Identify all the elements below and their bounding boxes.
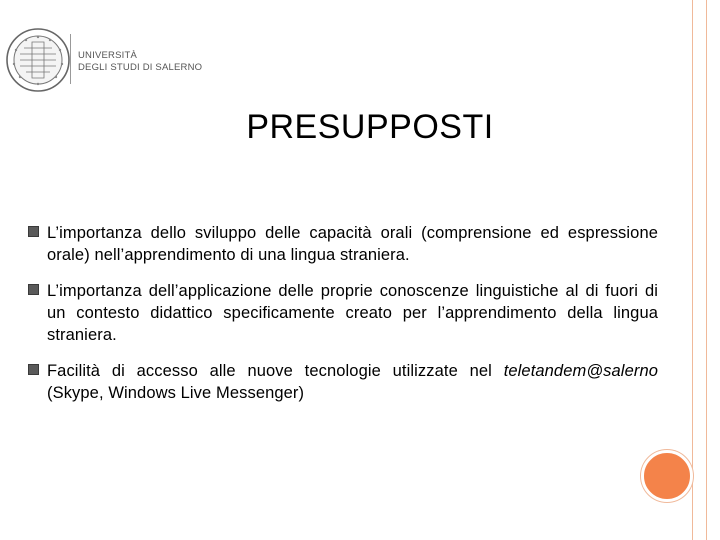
logo-line-1: UNIVERSITÀ [78,50,138,61]
decorative-line [692,0,693,540]
bullet-text-before: Facilità di accesso alle nuove tecnologie utilizzate nel [47,362,504,380]
bullet-text: L’importanza dell’applicazione delle proprie conoscenze linguistiche al di fuori di un contesto didattico specificamente creato per l’apprendimento della lingua straniera. [47,282,658,344]
bullet-square-icon [28,284,39,295]
slide-title: PRESUPPOSTI [246,108,494,146]
university-name [78,50,208,74]
bullet-item [28,360,658,404]
logo-line-2: DEGLI STUDI DI SALERNO [78,62,203,73]
decorative-circle [641,450,693,502]
bullet-list [28,222,658,418]
bullet-text: L’importanza dello sviluppo delle capacità orali (comprensione ed espressione orale) nell’apprendimento di una lingua straniera. [47,224,658,264]
bullet-square-icon [28,364,39,375]
bullet-item [28,222,658,266]
bullet-text-after: (Skype, Windows Live Messenger) [47,384,305,402]
decorative-line [706,0,707,540]
bullet-text [47,360,658,404]
bullet-item [28,280,658,346]
bullet-square-icon [28,226,39,237]
teletandem-name: teletandem@salerno [503,362,658,380]
